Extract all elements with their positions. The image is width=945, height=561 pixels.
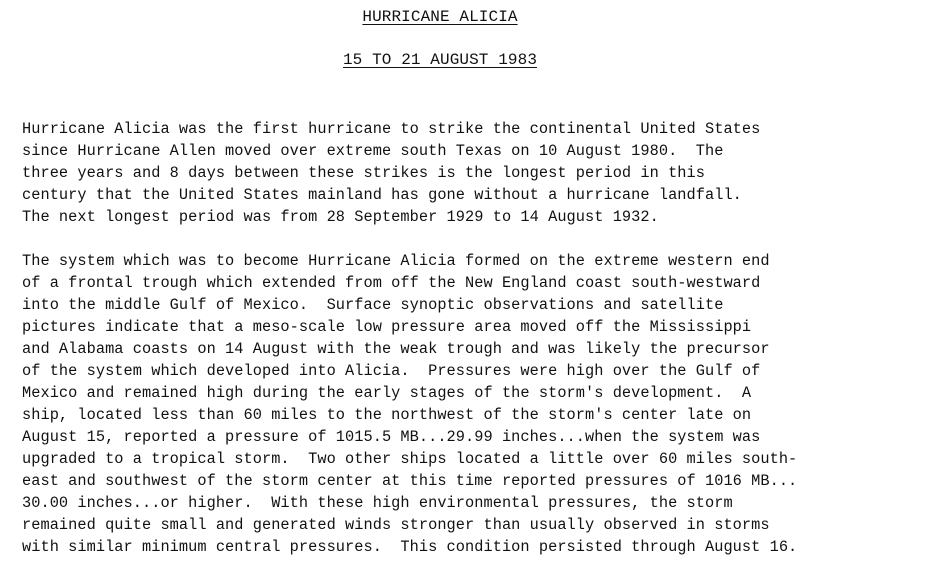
text-line: pictures indicate that a meso-scale low pressure area moved off the Mississippi <box>22 318 752 336</box>
text-line: into the middle Gulf of Mexico. Surface synoptic observations and satellite <box>22 296 724 314</box>
text-line: upgraded to a tropical storm. Two other ships located a little over 60 miles south- <box>22 450 798 468</box>
text-line: with similar minimum central pressures. This condition persisted through August 16. <box>22 538 798 556</box>
text-line: remained quite small and generated winds stronger than usually observed in storms <box>22 516 770 534</box>
paragraph-2 <box>22 250 797 558</box>
text-line: and Alabama coasts on 14 August with the weak trough and was likely the precursor <box>22 340 770 358</box>
paragraph-1 <box>22 118 760 228</box>
text-line: of the system which developed into Alicia. Pressures were high over the Gulf of <box>22 362 761 380</box>
text-line: three years and 8 days between these strikes is the longest period in this <box>22 164 705 182</box>
text-line: ship, located less than 60 miles to the northwest of the storm's center late on <box>22 406 752 424</box>
text-line: century that the United States mainland has gone without a hurricane landfall. <box>22 186 742 204</box>
document-dates: 15 TO 21 AUGUST 1983 <box>342 51 538 69</box>
text-line: of a frontal trough which extended from off the New England coast south-westward <box>22 274 761 292</box>
text-line: 30.00 inches...or higher. With these high environmental pressures, the storm <box>22 494 733 512</box>
text-line: The next longest period was from 28 September 1929 to 14 August 1932. <box>22 208 659 226</box>
text-line: Hurricane Alicia was the first hurricane to strike the continental United States <box>22 120 761 138</box>
text-line: since Hurricane Allen moved over extreme south Texas on 10 August 1980. The <box>22 142 724 160</box>
text-line: east and southwest of the storm center at this time reported pressures of 1016 MB... <box>22 472 798 490</box>
document-title: HURRICANE ALICIA <box>362 8 518 26</box>
text-line: The system which was to become Hurricane Alicia formed on the extreme western end <box>22 252 770 270</box>
text-line: Mexico and remained high during the early stages of the storm's development. A <box>22 384 752 402</box>
text-line: August 15, reported a pressure of 1015.5 MB...29.99 inches...when the system was <box>22 428 761 446</box>
